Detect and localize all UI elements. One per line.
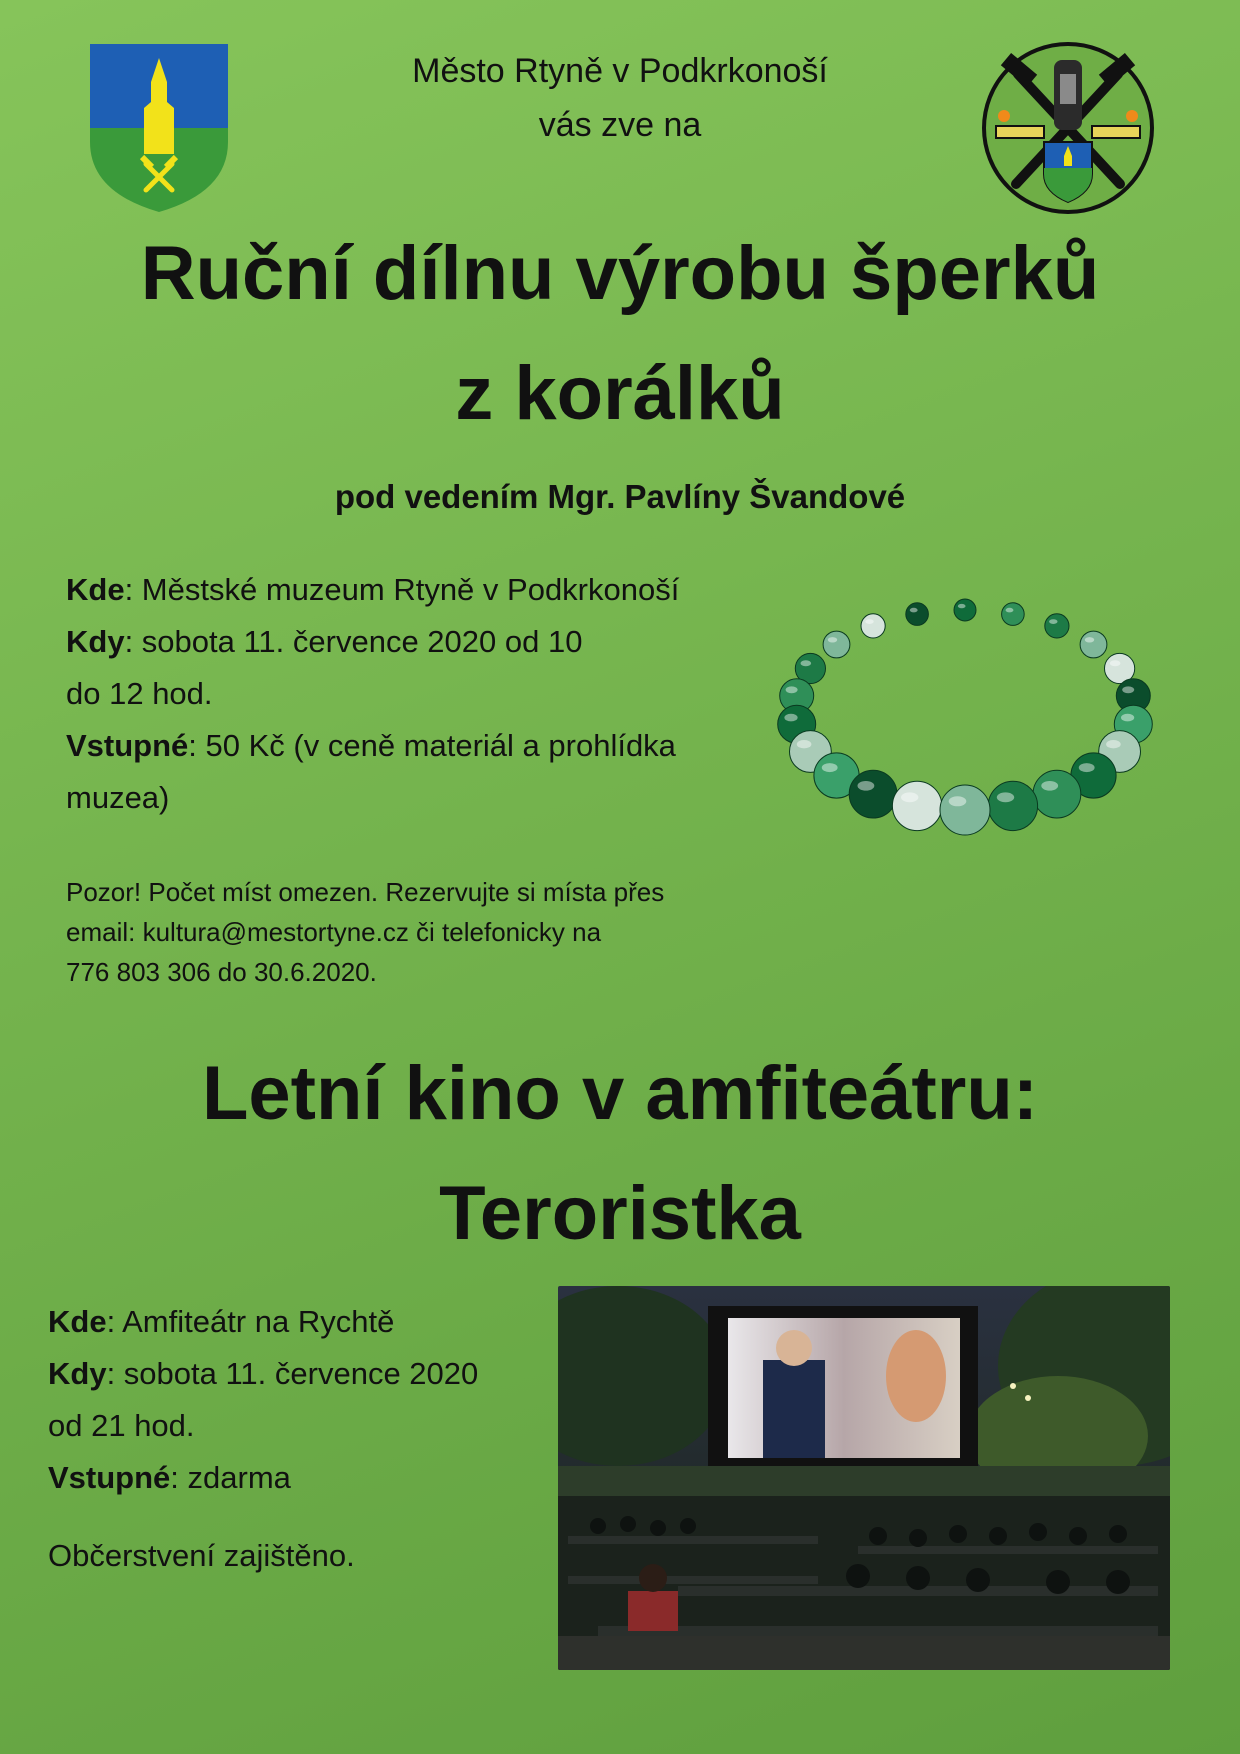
bead-highlight [1041, 781, 1058, 791]
bead-highlight [1122, 686, 1134, 693]
bead-highlight [1006, 608, 1014, 613]
bead-highlight [828, 637, 837, 642]
event1-subtitle: pod vedením Mgr. Pavlíny Švandové [334, 478, 906, 515]
when-label: Kdy [48, 1356, 107, 1391]
bead [823, 631, 850, 658]
event1-when-cont: do 12 hod. [66, 676, 213, 711]
event2-title-line1: Letní kino v amfiteátru: [201, 1051, 1039, 1136]
bead-highlight [997, 792, 1014, 802]
event1-fee-cont: muzea) [66, 780, 170, 815]
event1-where [66, 564, 766, 616]
event2-title-line2: Teroristka [439, 1171, 801, 1256]
where-label: Kde [66, 572, 125, 607]
where-value: : Amfiteátr na Rychtě [106, 1304, 395, 1339]
event1-title-line1: Ruční dílnu výrobu šperků [140, 231, 1100, 316]
bead [892, 781, 941, 830]
where-value: : Městské muzeum Rtyně v Podkrkonoší [124, 572, 680, 607]
bead-highlight [786, 686, 798, 693]
refreshments-note: Občerstvení zajištěno. [48, 1538, 355, 1573]
when-value: : sobota 11. července 2020 od 10 [124, 624, 583, 659]
bead [906, 603, 929, 626]
bead-highlight [784, 714, 797, 722]
bead-highlight [910, 608, 918, 613]
note-line: Pozor! Počet míst omezen. Rezervujte si místa přes [66, 877, 665, 907]
organizer-line: Město Rtyně v Podkrkonoší [412, 52, 828, 90]
open-air-cinema-photo [558, 1286, 1170, 1670]
event2-when-cont: od 21 hod. [48, 1408, 195, 1443]
event2-when [48, 1348, 568, 1400]
fee-value: : 50 Kč (v ceně materiál a prohlídka [188, 728, 676, 763]
where-label: Kde [48, 1304, 107, 1339]
bead-highlight [797, 740, 812, 748]
bead-highlight [822, 763, 838, 772]
bead-highlight [1106, 740, 1121, 748]
event2-details [48, 1296, 568, 1582]
bead-highlight [865, 619, 873, 624]
event1-when [66, 616, 766, 668]
fee-label: Vstupné [66, 728, 189, 763]
event1-title-line2: z korálků [455, 351, 785, 436]
bead-highlight [1121, 714, 1134, 722]
invite-line: vás zve na [538, 106, 702, 144]
bead [1033, 770, 1081, 818]
bead-bracelet-image [760, 570, 1170, 850]
bead [1045, 614, 1069, 638]
when-label: Kdy [66, 624, 125, 659]
bead [1002, 603, 1025, 626]
fee-label: Vstupné [48, 1460, 171, 1495]
note-line: email: kultura@mestortyne.cz či telefonicky na [66, 917, 602, 947]
bead-highlight [958, 604, 966, 608]
bead-highlight [801, 660, 812, 666]
bead [954, 599, 976, 621]
note-line: 776 803 306 do 30.6.2020. [66, 957, 377, 987]
event1-details [66, 564, 766, 824]
when-value: : sobota 11. července 2020 [106, 1356, 479, 1391]
bead-highlight [1079, 763, 1095, 772]
bead [861, 614, 885, 638]
bead [849, 770, 897, 818]
bead-highlight [949, 796, 967, 806]
town-coat-of-arms [88, 42, 230, 214]
event1-note [66, 872, 766, 992]
mining-emblem [980, 40, 1156, 216]
bead [940, 785, 990, 835]
event1-fee [66, 720, 766, 772]
event2-fee [48, 1452, 568, 1504]
event2-where [48, 1296, 568, 1348]
bead-highlight [901, 792, 918, 802]
bead-highlight [1110, 660, 1121, 666]
bead [988, 781, 1037, 830]
bead-highlight [1049, 619, 1057, 624]
fee-value: : zdarma [170, 1460, 291, 1495]
bead [1080, 631, 1107, 658]
bead-highlight [1085, 637, 1094, 642]
bead-highlight [858, 781, 875, 791]
